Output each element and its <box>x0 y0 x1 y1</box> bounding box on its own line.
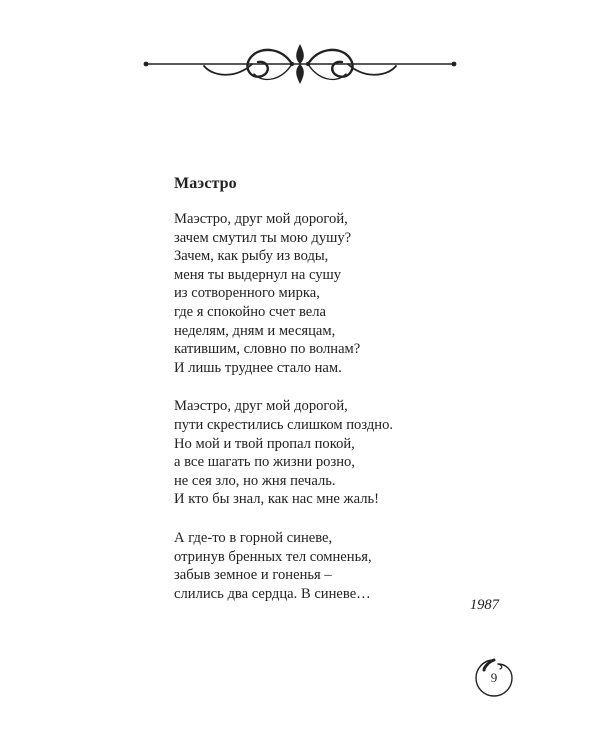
poem-line: забыв земное и гоненья – <box>174 567 332 584</box>
poem-line: Но мой и твой пропал покой, <box>174 435 355 452</box>
poem-line: а все шагать по жизни розно, <box>174 454 355 471</box>
stanza <box>174 529 504 603</box>
flourish-ornament-icon <box>142 38 458 90</box>
poem-title: Маэстро <box>174 175 237 192</box>
poem-line: меня ты выдернул на сушу <box>174 266 342 283</box>
poem-line: Маэстро, друг мой дорогой, <box>174 398 348 415</box>
poem-line: отринув бренных тел сомненья, <box>174 548 372 565</box>
page-number: 9 <box>490 670 498 685</box>
poem-line: слились два сердца. В синеве… <box>174 585 371 602</box>
stanza <box>174 210 504 377</box>
poem-line: Зачем, как рыбу из воды, <box>174 248 329 265</box>
poem-line: пути скрестились слишком поздно. <box>174 416 394 433</box>
poem-line: А где-то в горной синеве, <box>174 529 333 546</box>
poem <box>174 174 504 623</box>
poem-line: И лишь труднее стало нам. <box>174 359 342 376</box>
stanza <box>174 397 504 509</box>
poem-line: из сотворенного мирка, <box>174 285 320 302</box>
poem-line: катившим, словно по волнам? <box>174 341 361 358</box>
poem-line: где я спокойно счет вела <box>174 303 327 320</box>
poem-line: Маэстро, друг мой дорогой, <box>174 211 348 227</box>
poem-year: 1987 <box>469 597 499 613</box>
poem-line: не сея зло, но жня печаль. <box>174 472 336 489</box>
poem-line: неделям, дням и месяцам, <box>174 322 336 339</box>
poem-line: И кто бы знал, как нас мне жаль! <box>174 491 380 508</box>
poem-line: зачем смутил ты мою душу? <box>174 229 352 246</box>
